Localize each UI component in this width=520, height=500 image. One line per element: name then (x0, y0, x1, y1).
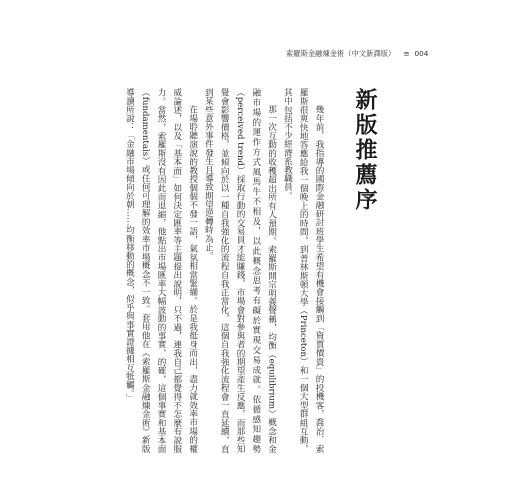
paragraph: 那一次互動的收穫超出所有人預期。索羅斯開宗明義聲稱，均衡（equilibrium）概念和金融市場的運作方式風馬牛不相及，以此概念思考有礙於實現交易成就。依循感知趨勢（perceived trend）採取行動的交易員才能賺錢，市場會對參與者的期望產生反應，而那些知覺會影響價格，並傾向於以一種自我強化的流程自我正當化，這個自我強化流程會一直延續，直到某些意外事件發生且導致期望逆轉時為止。 (203, 88, 277, 453)
header-separator: ≡ (403, 49, 410, 58)
paragraph: 在場聆聽演說的教授個個不發一語，氣氛相當緊繃。於是我挺身而出，盡力就效率市場的權威論述，以及「基本面」如何決定匯率等主題提出說明，只不過，連我自己都覺得不怎麼有說服力。當然，索羅斯沒有因此而退縮，他點出市場匯率大幅波動的事實，的確，這個事實和基本面（fundamentals）或任何可理解的效率市場概念不一致。套用他在《索羅斯金融煉金術》新版導讀所說：「金融市場傾向於朝……均衡移動的概念，似乎與事實證據相互牴觸。」 (124, 88, 198, 453)
page-number: 004 (414, 49, 429, 58)
body-text (90, 88, 326, 453)
chapter-title: 新版推薦序 (352, 88, 378, 213)
paragraph: 幾年前，我指導的國際金融研討班學生希望有機會接觸到「資賈價貴」的投機客，喬治．索羅斯很爽快地答應給我一個晚上的時間，到普林斯頓大學（Princeton）和一個大型群組互動，其中包括不少經濟系教職員。 (282, 88, 324, 453)
book-title: 索羅斯金融煉金術（中文新譯版） (286, 49, 396, 58)
running-header (286, 49, 428, 59)
